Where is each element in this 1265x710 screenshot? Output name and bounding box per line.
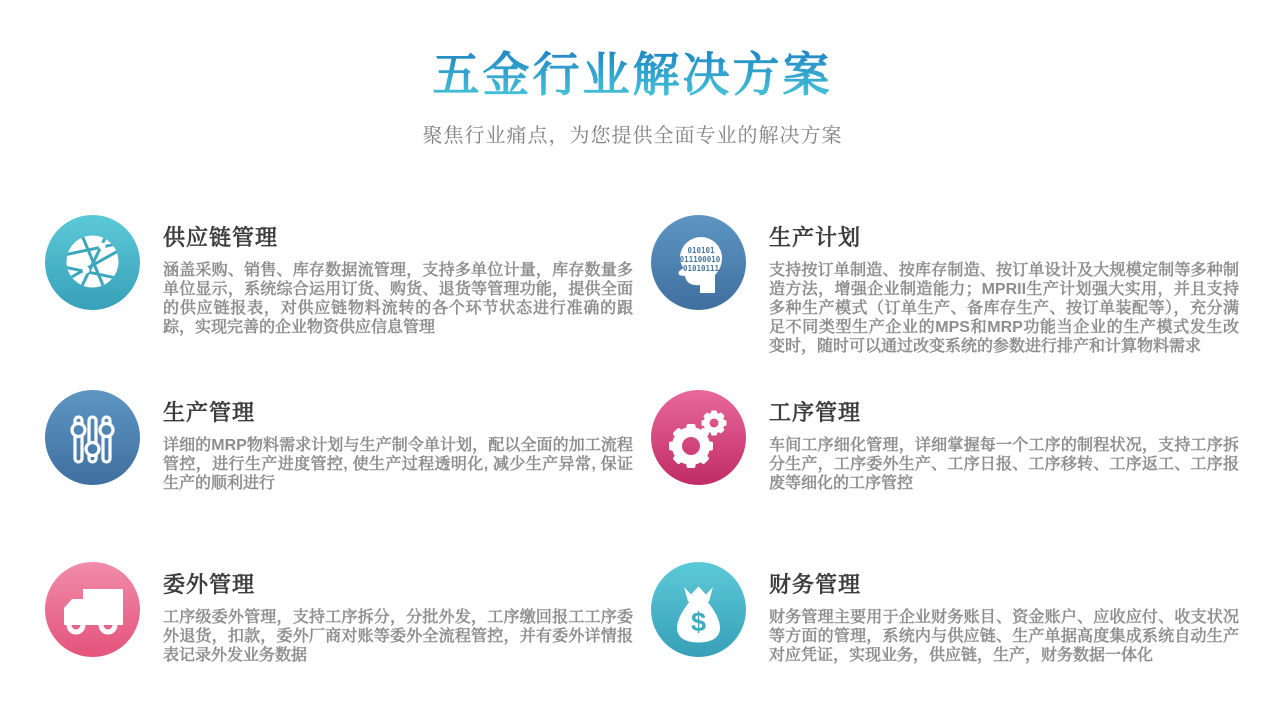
solution-card-outsourcing-management — [45, 560, 633, 665]
card-description: 支持按订单制造、按库存制造、按订单设计及大规模定制等多种制造方法，增强企业制造能力；MPRII生产计划强大实用，并且支持多种生产模式（订单生产、备库存生产、按订单装配等），充分满足不同类型生产企业的MPS和MRP功能当企业的生产模式发生改变时，随时可以通过改变系统的参数进行排产和计算物料需求 — [769, 262, 1239, 355]
sliders-icon — [45, 390, 140, 485]
card-title: 生产管理 — [163, 400, 256, 425]
gears-icon — [651, 390, 746, 485]
card-title: 委外管理 — [163, 572, 256, 597]
page-title: 五金行业解决方案 — [433, 38, 833, 105]
card-title: 工序管理 — [769, 400, 862, 425]
card-description: 涵盖采购、销售、库存数据流管理，支持多单位计量，库存数量多单位显示，系统综合运用订货、购货、退货等管理功能，提供全面的供应链报表，对供应链物料流转的各个环节状态进行准确的跟踪，实现完善的企业物资供应信息管理 — [163, 262, 633, 336]
card-description: 财务管理主要用于企业财务账目、资金账户、应收应付、收支状况等方面的管理，系统内与供应链、生产单据高度集成系统自动生产对应凭证，实现业务，供应链，生产，财务数据一体化 — [769, 609, 1239, 664]
page-header — [0, 0, 1265, 148]
page-subtitle: 聚焦行业痛点，为您提供全面专业的解决方案 — [422, 125, 843, 147]
card-description: 详细的MRP物料需求计划与生产制令单计划，配以全面的加工流程管控，进行生产进度管控, 使生产过程透明化, 减少生产异常, 保证生产的顺利进行 — [163, 437, 633, 492]
binary-line: 011100010 — [679, 255, 721, 264]
solution-card-finance-management — [651, 560, 1239, 665]
solution-card-supply-chain — [45, 213, 633, 337]
solution-card-production-planning — [651, 213, 1239, 356]
card-title: 供应链管理 — [163, 225, 279, 250]
binary-line: 01010111 — [682, 264, 720, 273]
truck-icon — [45, 562, 140, 657]
card-title: 生产计划 — [769, 225, 862, 250]
money-bag-icon — [651, 562, 746, 657]
solution-card-process-management — [651, 388, 1239, 493]
solution-card-production-management — [45, 388, 633, 493]
card-title: 财务管理 — [769, 572, 862, 597]
binary-line: 010101 — [687, 246, 715, 255]
card-description: 车间工序细化管理，详细掌握每一个工序的制程状况，支持工序拆分生产，工序委外生产、工序日报、工序移转、工序返工、工序报废等细化的工序管控 — [769, 437, 1239, 492]
dollar-glyph: $ — [690, 607, 707, 637]
card-description: 工序级委外管理，支持工序拆分，分批外发，工序缴回报工工序委外退货，扣款，委外厂商对账等委外全流程管控，并有委外详情报表记录外发业务数据 — [163, 609, 633, 664]
network-globe-icon — [45, 215, 140, 310]
head-binary-icon — [651, 215, 746, 310]
